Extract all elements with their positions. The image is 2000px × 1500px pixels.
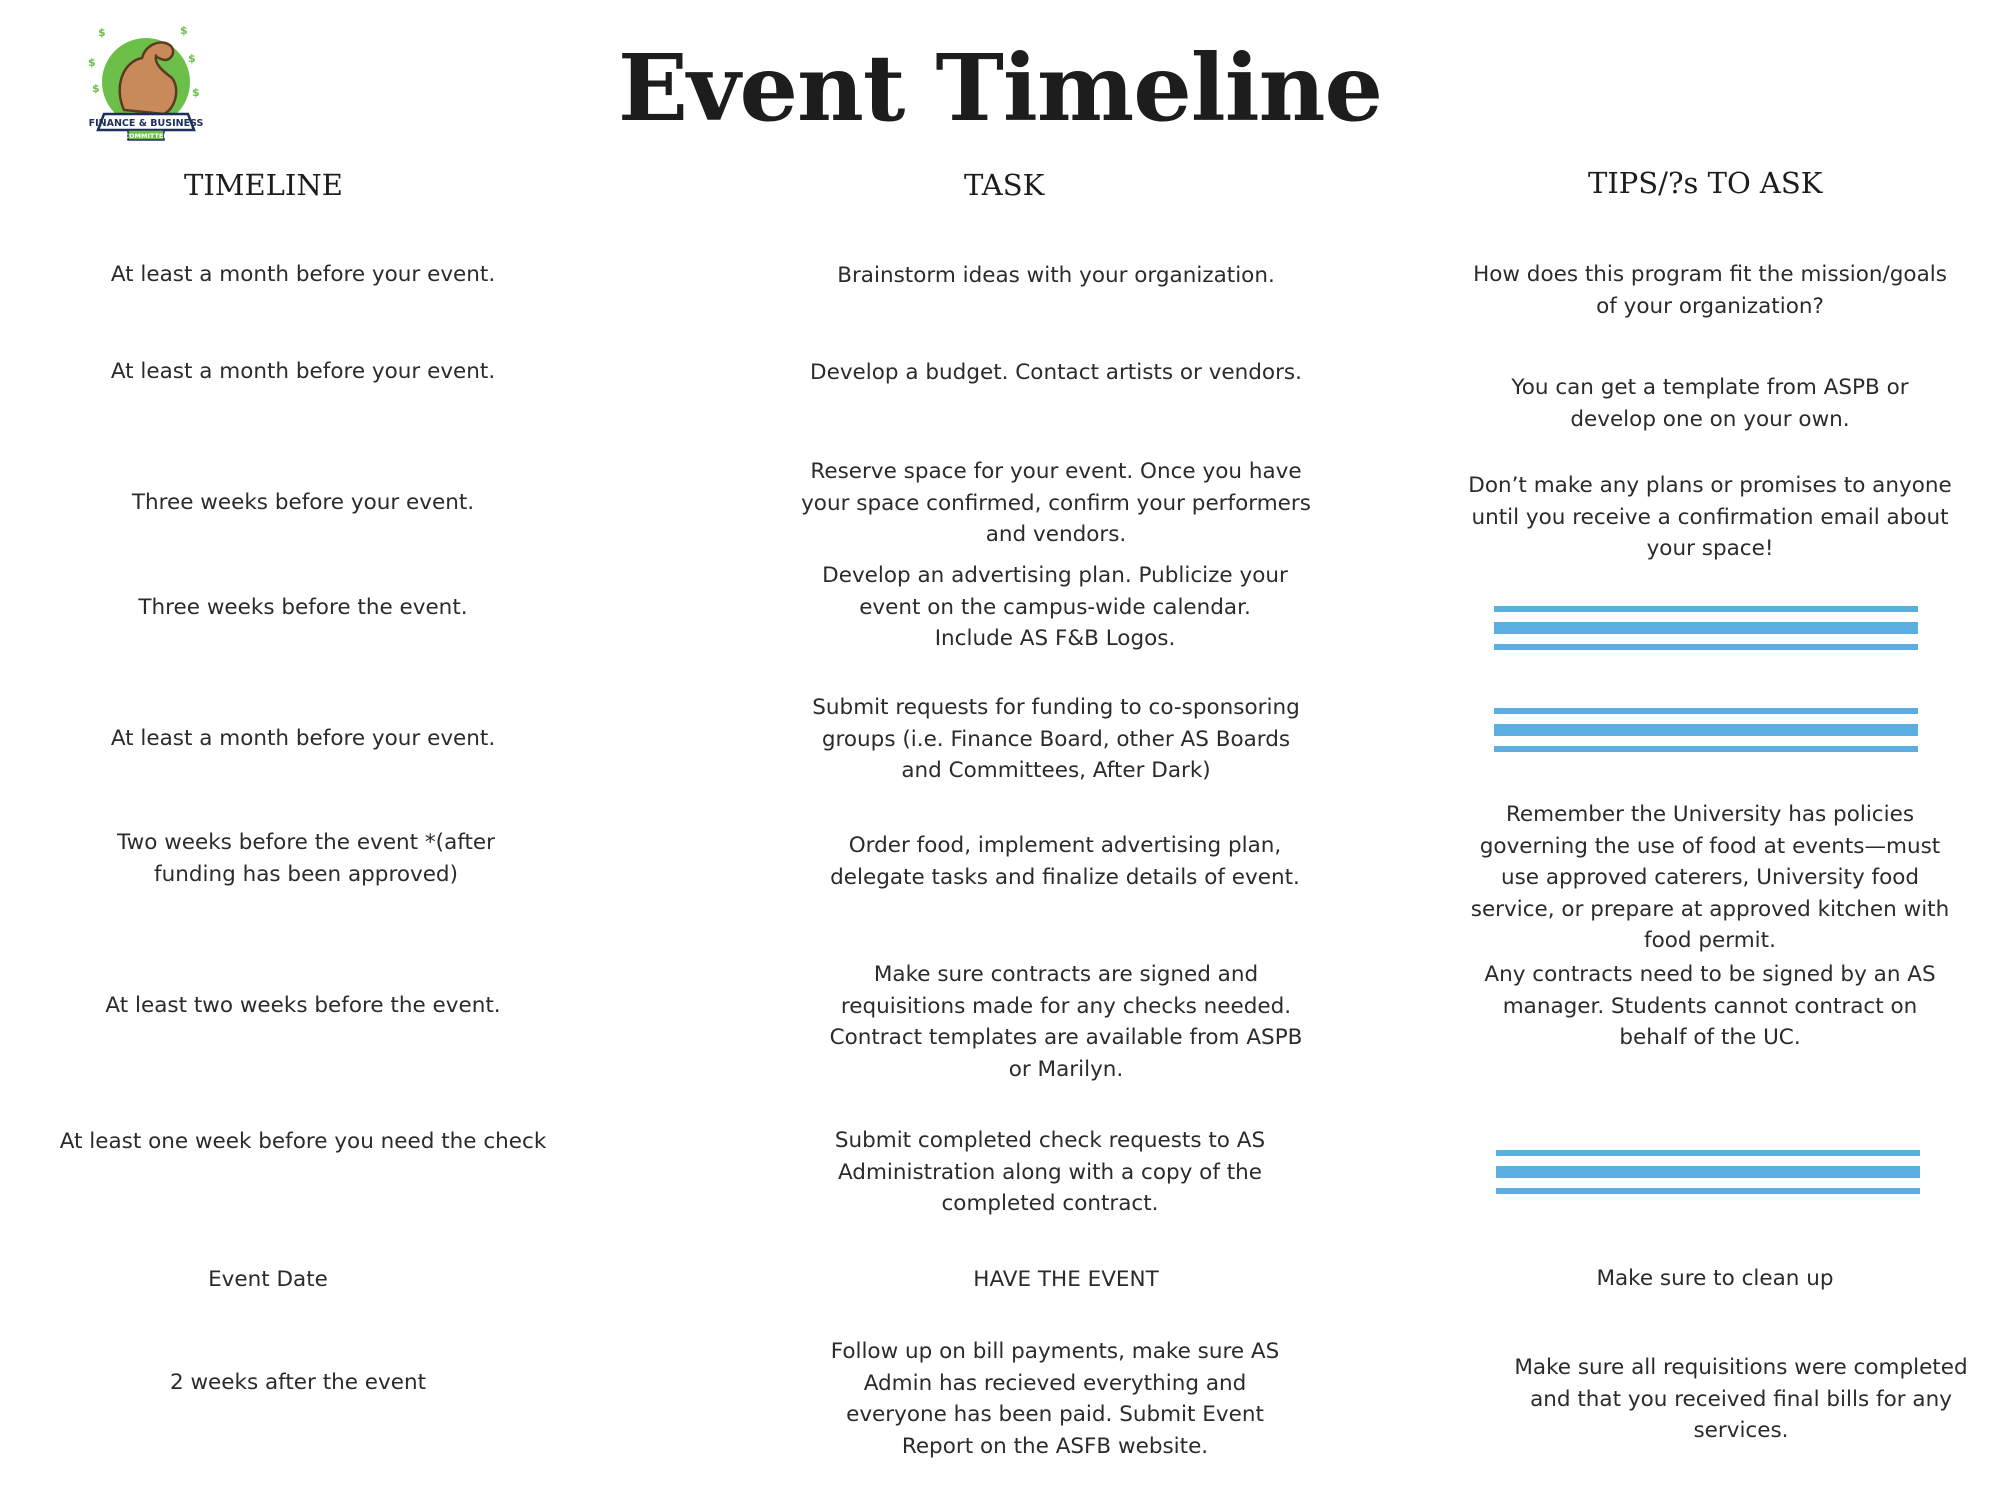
divider-bars [1494,606,1918,650]
tips-cell: Make sure to clean up [1596,1266,1834,1291]
divider-bars [1496,1150,1920,1194]
task-cell: Develop an advertising plan. Publicize your event on the campus-wide calendar. Include AS F&B Logos. [822,563,1288,651]
svg-text:$: $ [192,86,200,99]
page-title: Event Timeline [617,34,1383,142]
task-cell: Order food, implement advertising plan, delegate tasks and finalize details of event. [830,833,1300,890]
timeline-cell: Three weeks before the event. [138,595,468,620]
timeline-cell: At least a month before your event. [110,262,496,287]
timeline-cell: At least one week before you need the check [59,1129,547,1154]
column-header-timeline: TIMELINE [184,168,343,202]
timeline-cell: At least a month before your event. [110,359,496,384]
svg-text:$: $ [188,52,196,65]
logo-text: FINANCE & BUSINESS [88,118,204,129]
task-cell: Follow up on bill payments, make sure AS Admin has recieved everything and everyone has been paid. Submit Event Report on the ASFB website. [830,1339,1280,1459]
timeline-cell: At least two weeks before the event. [105,993,501,1018]
timeline-cell: At least a month before your event. [110,726,496,751]
task-cell: Submit completed check requests to AS Administration along with a copy of the completed contract. [834,1128,1266,1216]
task-cell: Submit requests for funding to co-sponsoring groups (i.e. Finance Board, other AS Boards and Committees, After Dark) [812,695,1300,783]
column-header-task: TASK [964,168,1045,202]
svg-text:$: $ [92,82,100,95]
logo-subtext: COMMITTEE [124,132,168,140]
tips-cell: Any contracts need to be signed by an AS manager. Students cannot contract on behalf of the UC. [1484,962,1936,1050]
timeline-cell: Event Date [208,1267,328,1292]
column-header-tips: TIPS/?s TO ASK [1588,166,1823,200]
timeline-cell: Two weeks before the event *(after funding has been approved) [117,830,495,887]
divider-bars [1494,708,1918,752]
tips-cell: Make sure all requisitions were completed and that you received final bills for any services. [1514,1355,1968,1443]
svg-text:$: $ [180,24,188,37]
tips-cell: Remember the University has policies governing the use of food at events—must use approved caterers, University food service, or prepare at approved kitchen with food permit. [1470,802,1950,953]
task-cell: Develop a budget. Contact artists or vendors. [810,360,1302,385]
task-cell: HAVE THE EVENT [973,1267,1159,1292]
task-cell: Brainstorm ideas with your organization. [837,263,1275,288]
tips-cell: Don’t make any plans or promises to anyone until you receive a confirmation email about your space! [1468,473,1952,561]
timeline-cell: Three weeks before your event. [131,490,475,515]
svg-text:$: $ [98,26,106,39]
tips-cell: You can get a template from ASPB or develop one on your own. [1511,375,1909,432]
task-cell: Make sure contracts are signed and requisitions made for any checks needed. Contract templates are available from ASPB or Marilyn. [829,962,1303,1082]
tips-cell: How does this program fit the mission/goals of your organization? [1473,262,1947,319]
task-cell: Reserve space for your event. Once you have your space confirmed, confirm your performers and vendors. [801,459,1311,547]
svg-text:$: $ [88,56,96,69]
timeline-cell: 2 weeks after the event [169,1370,427,1395]
